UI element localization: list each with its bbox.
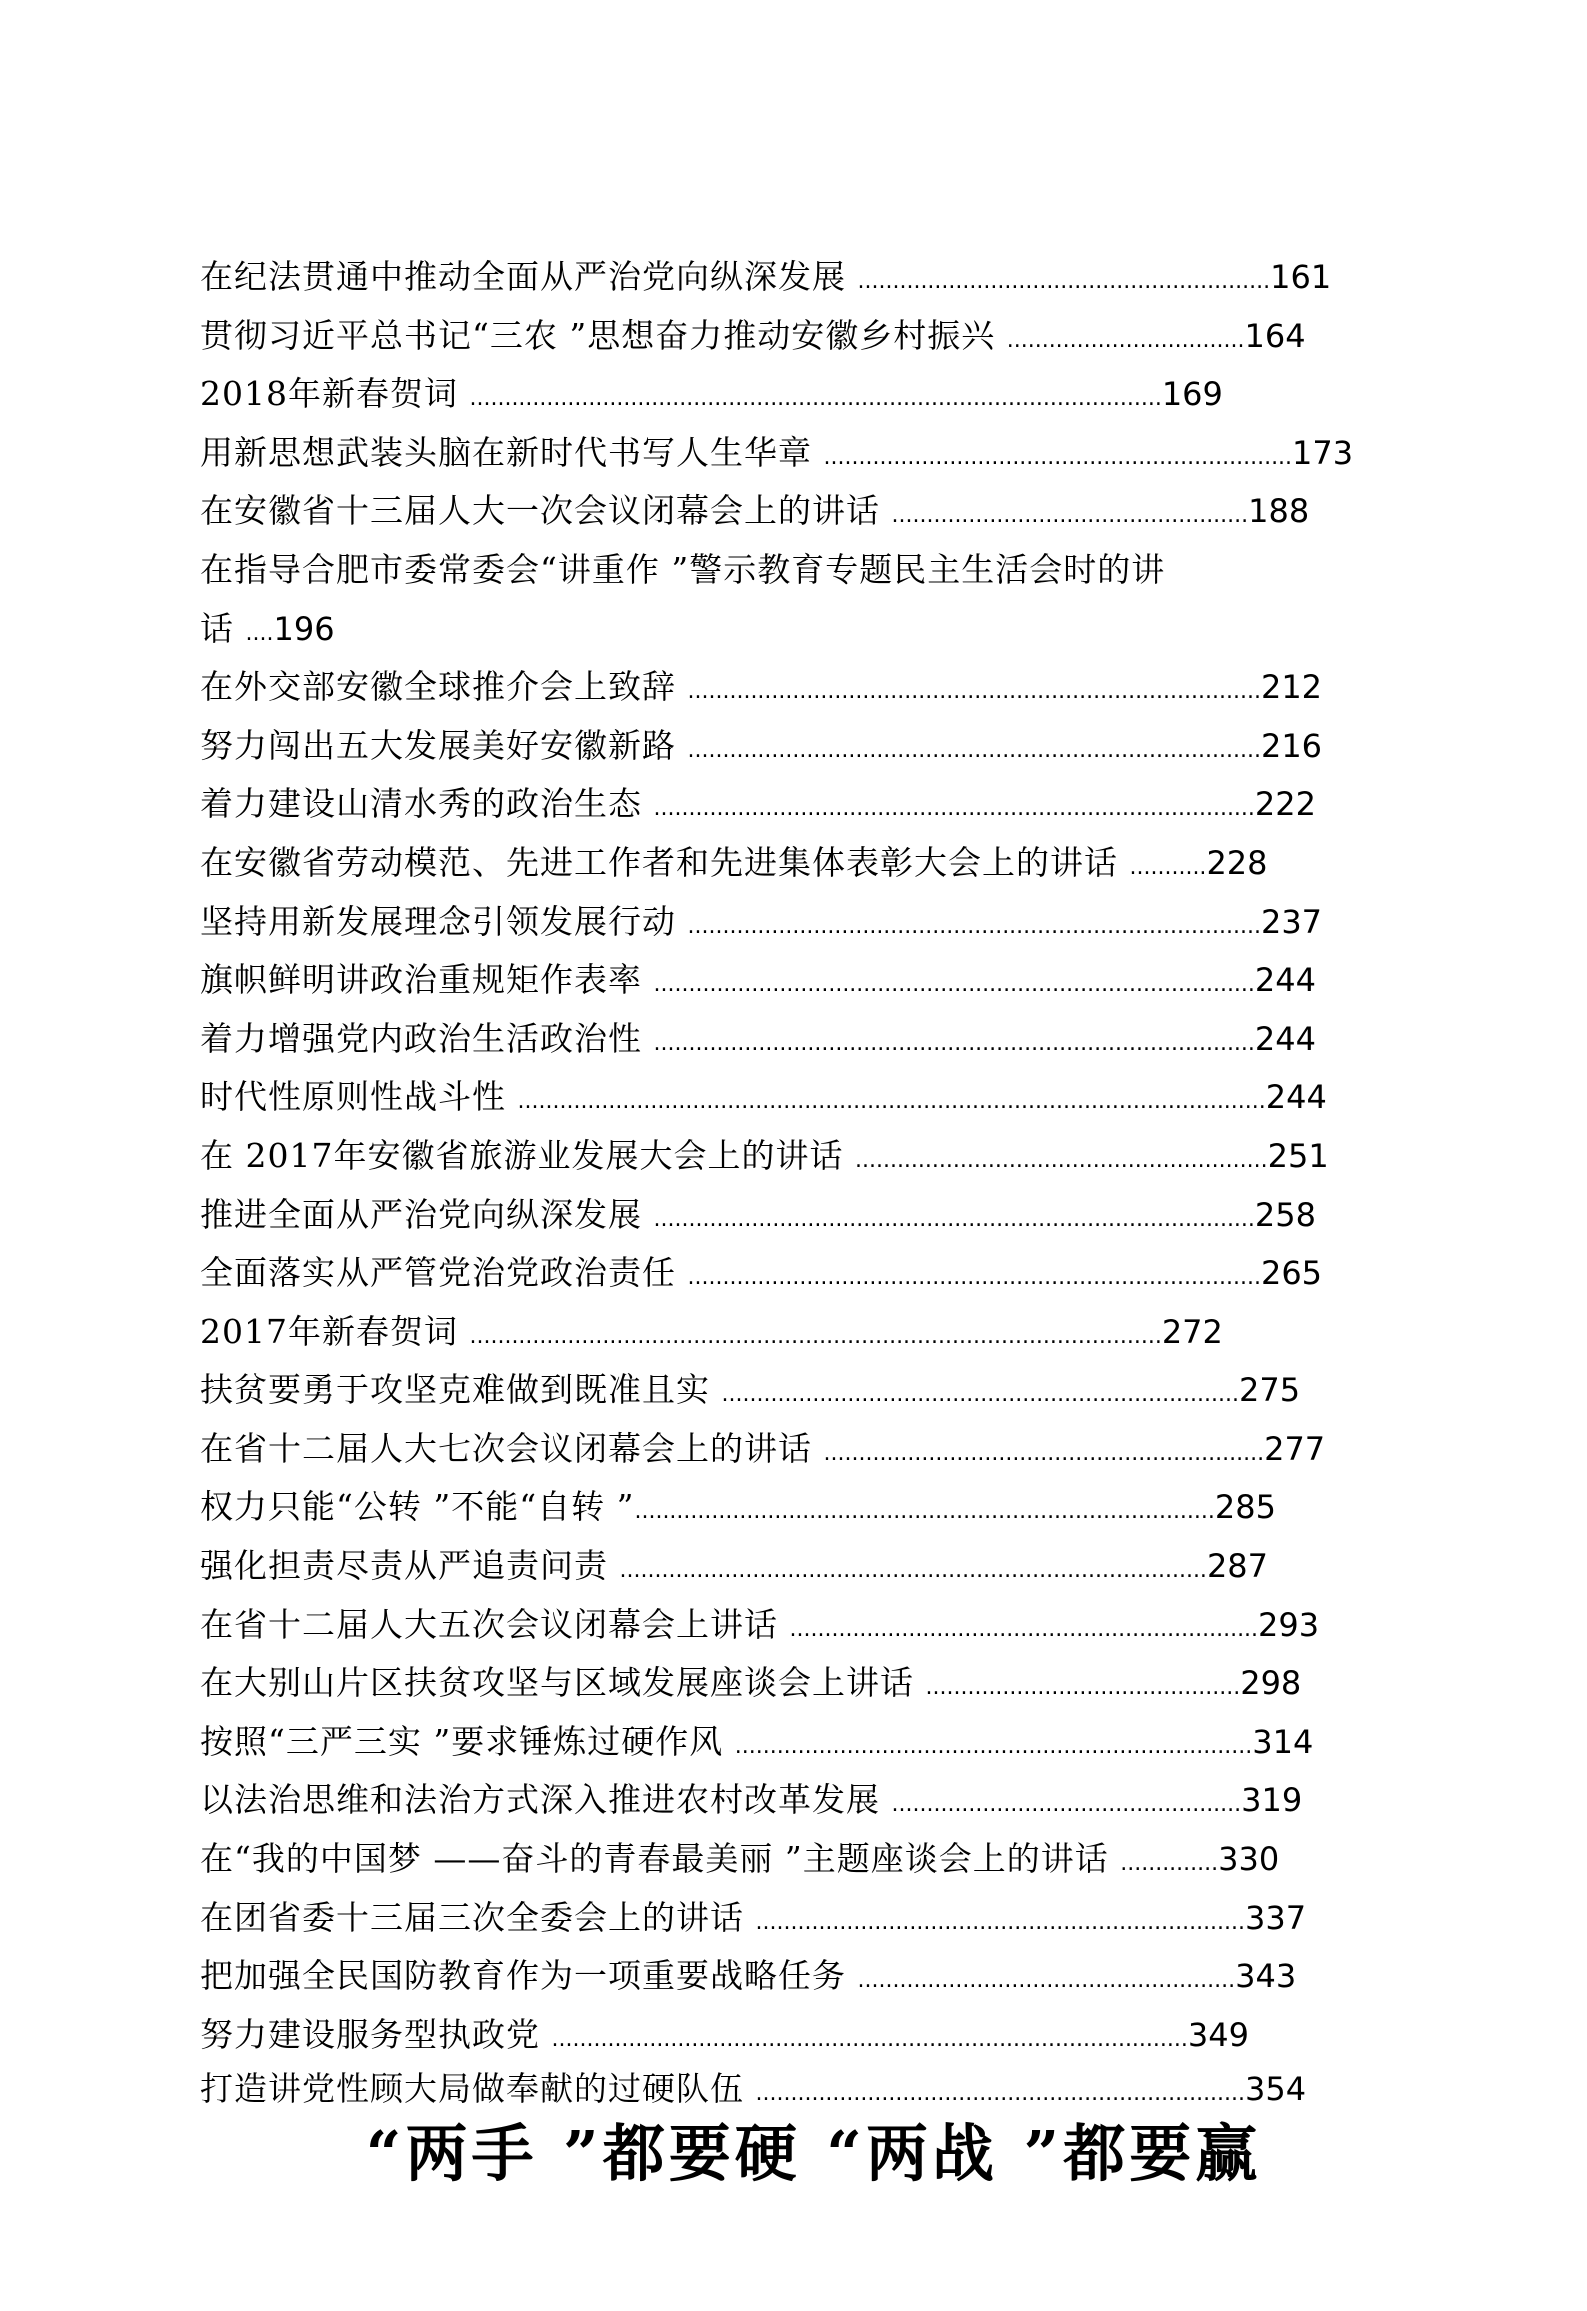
- toc-entry-leader: ....: [245, 620, 274, 646]
- toc-entry: [200, 248, 1400, 307]
- toc-entry-leader: ......................................................................................: [653, 972, 1255, 998]
- toc-entry: [200, 1244, 1400, 1303]
- toc-entry-leader: ..................................................................................: [687, 737, 1261, 763]
- toc-entry-page: 164: [1244, 316, 1306, 355]
- toc-entry-page: 258: [1254, 1195, 1316, 1234]
- toc-entry-leader: ...........: [1129, 854, 1207, 880]
- toc-entry-title: 在 2017年安徽省旅游业发展大会上的讲话: [200, 1135, 844, 1175]
- toc-entry: [200, 541, 1290, 658]
- toc-entry-page: 228: [1206, 843, 1268, 882]
- toc-entry: [200, 424, 1400, 483]
- toc-entry-page: 349: [1187, 2015, 1249, 2054]
- toc-entry-title: 坚持用新发展理念引领发展行动: [200, 901, 676, 941]
- toc-entry-leader: ...........................................................: [854, 1147, 1268, 1173]
- toc-entry: [200, 2006, 1400, 2065]
- toc-entry-title: 在省十二届人大五次会议闭幕会上讲话: [200, 1604, 778, 1644]
- toc-entry-title: 努力闯出五大发展美好安徽新路: [200, 725, 676, 765]
- toc-entry-page: 216: [1260, 726, 1323, 765]
- toc-entry-page: 343: [1235, 1957, 1297, 1996]
- toc-entry-leader: ...................................................................................................: [469, 1323, 1162, 1349]
- toc-entry-leader: ......................................................................................: [653, 1206, 1255, 1232]
- toc-entry-leader: ..................................................................................: [687, 1265, 1261, 1291]
- toc-entry-title: 推进全面从严治党向纵深发展: [200, 1194, 642, 1234]
- toc-entry: [200, 1127, 1400, 1186]
- toc-entry-leader: ...................................................................................: [634, 1499, 1215, 1525]
- toc-entry-page: 275: [1239, 1371, 1301, 1410]
- toc-entry-leader: ...................................................: [891, 503, 1249, 529]
- toc-entry-title: 在省十二届人大七次会议闭幕会上的讲话: [200, 1428, 812, 1468]
- toc-entry-title: 打造讲党性顾大局做奉献的过硬队伍: [200, 2069, 744, 2109]
- toc-entry-leader: ......................................................................: [755, 2081, 1246, 2107]
- toc-entry: [200, 1537, 1400, 1596]
- toc-entry-title: 在团省委十三届三次全委会上的讲话: [200, 1897, 744, 1937]
- toc-entry: [200, 1947, 1400, 2006]
- toc-entry: [200, 951, 1400, 1010]
- toc-entry-leader: ...................................................................................................: [469, 386, 1162, 412]
- toc-entry: [200, 834, 1400, 893]
- toc-entry: [200, 482, 1400, 541]
- toc-entry: [200, 307, 1400, 366]
- toc-entry-leader: ......................................................................................: [653, 1030, 1255, 1056]
- toc-entry: [200, 1596, 1400, 1655]
- toc-entry-page: 330: [1218, 1840, 1280, 1879]
- toc-entry-leader: ...........................................................................................: [551, 2026, 1188, 2052]
- toc-entry-page: 285: [1214, 1488, 1276, 1527]
- toc-entry: [200, 1361, 1400, 1420]
- toc-entry-title-continued: 话: [200, 608, 234, 648]
- table-of-contents: [200, 248, 1400, 2114]
- toc-entry-page: 298: [1240, 1664, 1302, 1703]
- toc-entry-title: 在安徽省十三届人大一次会议闭幕会上的讲话: [200, 491, 880, 531]
- toc-entry-title: 把加强全民国防教育作为一项重要战略任务: [200, 1956, 846, 1996]
- toc-entry: [200, 365, 1400, 424]
- toc-entry-leader: ..........................................................................: [721, 1382, 1239, 1408]
- toc-entry-leader: ......................................................................: [755, 1909, 1246, 1935]
- toc-entry-leader: .............................................: [925, 1675, 1241, 1701]
- toc-entry: [200, 1420, 1400, 1479]
- toc-entry-leader: ...........................................................................................................: [517, 1089, 1266, 1115]
- toc-entry-leader: ...................................................................: [789, 1616, 1259, 1642]
- toc-entry-page: 293: [1258, 1605, 1320, 1644]
- toc-entry-page: 161: [1270, 258, 1332, 296]
- toc-entry-title: 全面落实从严管党治党政治责任: [200, 1253, 676, 1293]
- toc-entry-title: 在纪法贯通中推动全面从严治党向纵深发展: [200, 257, 846, 296]
- toc-entry-page: 212: [1260, 668, 1323, 707]
- toc-entry-title: 扶贫要勇于攻坚克难做到既准且实: [200, 1370, 710, 1410]
- toc-entry-title: 努力建设服务型执政党: [200, 2014, 540, 2054]
- toc-entry-page: 251: [1267, 1136, 1329, 1175]
- toc-entry: [200, 1830, 1400, 1889]
- toc-entry-leader: ..............: [1120, 1851, 1219, 1877]
- toc-entry-page: 319: [1241, 1781, 1303, 1820]
- toc-entry-leader: ..................................: [1006, 327, 1245, 353]
- toc-entry-leader: ......................................................: [857, 1968, 1236, 1994]
- toc-entry-leader: ...............................................................: [823, 1440, 1265, 1466]
- toc-entry-page: 244: [1254, 1019, 1316, 1058]
- toc-entry-leader: ..................................................................................: [687, 679, 1261, 705]
- toc-entry: [200, 775, 1400, 834]
- toc-entry-title: 在大别山片区扶贫攻坚与区域发展座谈会上讲话: [200, 1663, 914, 1703]
- toc-entry-page: 237: [1260, 902, 1323, 941]
- toc-entry: [200, 1068, 1400, 1127]
- toc-entry-page: 244: [1265, 1078, 1327, 1117]
- toc-entry-page: 287: [1206, 1547, 1269, 1586]
- toc-entry-title: 在安徽省劳动模范、先进工作者和先进集体表彰大会上的讲话: [200, 842, 1118, 882]
- toc-entry-page: 337: [1245, 1898, 1307, 1937]
- toc-entry-title: 旗帜鲜明讲政治重规矩作表率: [200, 960, 642, 1000]
- toc-entry-title: 在外交部安徽全球推介会上致辞: [200, 667, 676, 707]
- toc-entry: [200, 1478, 1400, 1537]
- toc-entry-page: 354: [1245, 2070, 1307, 2109]
- toc-entry-page: 277: [1264, 1429, 1326, 1468]
- toc-entry-title: 在“我的中国梦 ——奋斗的青春最美丽 ”主题座谈会上的讲话: [200, 1839, 1109, 1879]
- toc-entry-title: 强化担责尽责从严追责问责: [200, 1546, 608, 1586]
- toc-entry-page: 265: [1260, 1254, 1323, 1293]
- toc-entry-title: 着力建设山清水秀的政治生态: [200, 784, 642, 824]
- toc-entry-page: 169: [1161, 375, 1223, 414]
- toc-entry: [200, 1186, 1400, 1245]
- toc-entry-title: 2018年新春贺词: [200, 374, 458, 414]
- toc-entry-leader: ....................................................................................: [619, 1558, 1207, 1584]
- toc-entry: [200, 893, 1400, 952]
- toc-entry: [200, 1010, 1400, 1069]
- toc-entry-page: 188: [1248, 492, 1310, 531]
- toc-entry-page: 314: [1252, 1722, 1314, 1761]
- toc-entry-title: 着力增强党内政治生活政治性: [200, 1018, 642, 1058]
- toc-entry-title: 按照“三严三实 ”要求锤炼过硬作风: [200, 1721, 724, 1761]
- toc-entry-title: 用新思想武装头脑在新时代书写人生华章: [200, 432, 812, 472]
- toc-entry-title: 贯彻习近平总书记“三农 ”思想奋力推动安徽乡村振兴: [200, 315, 996, 355]
- toc-entry: [200, 717, 1400, 776]
- toc-entry-page: 244: [1254, 961, 1316, 1000]
- section-heading: “两手 ”都要硬 “两战 ”都要赢: [365, 2117, 1262, 2190]
- toc-entry: [200, 1889, 1400, 1948]
- toc-entry: [200, 658, 1400, 717]
- toc-entry-leader: ..................................................................................: [687, 913, 1261, 939]
- toc-entry-leader: ..................................................: [891, 1792, 1242, 1818]
- toc-entry: [200, 1303, 1400, 1362]
- toc-entry-page: 196: [273, 609, 335, 648]
- toc-entry-title: 权力只能“公转 ”不能“自转 ”: [200, 1487, 635, 1527]
- toc-entry: [200, 1713, 1400, 1772]
- toc-entry-leader: ...........................................................: [857, 269, 1271, 294]
- toc-entry-leader: ..........................................................................: [734, 1733, 1253, 1759]
- toc-entry-page: 272: [1161, 1312, 1223, 1351]
- toc-entry-leader: ...................................................................: [823, 444, 1293, 470]
- toc-entry: [200, 1654, 1400, 1713]
- toc-entry-leader: ......................................................................................: [653, 796, 1255, 822]
- toc-entry-title: 以法治思维和法治方式深入推进农村改革发展: [200, 1780, 880, 1820]
- toc-entry: [200, 1771, 1400, 1830]
- toc-entry-page: 173: [1292, 433, 1354, 472]
- toc-entry-title: 时代性原则性战斗性: [200, 1077, 506, 1117]
- toc-entry-page: 222: [1254, 785, 1316, 824]
- toc-entry-title: 在指导合肥市委常委会“讲重作 ”警示教育专题民主生活会时的讲: [200, 549, 1166, 589]
- toc-entry-title: 2017年新春贺词: [200, 1311, 458, 1351]
